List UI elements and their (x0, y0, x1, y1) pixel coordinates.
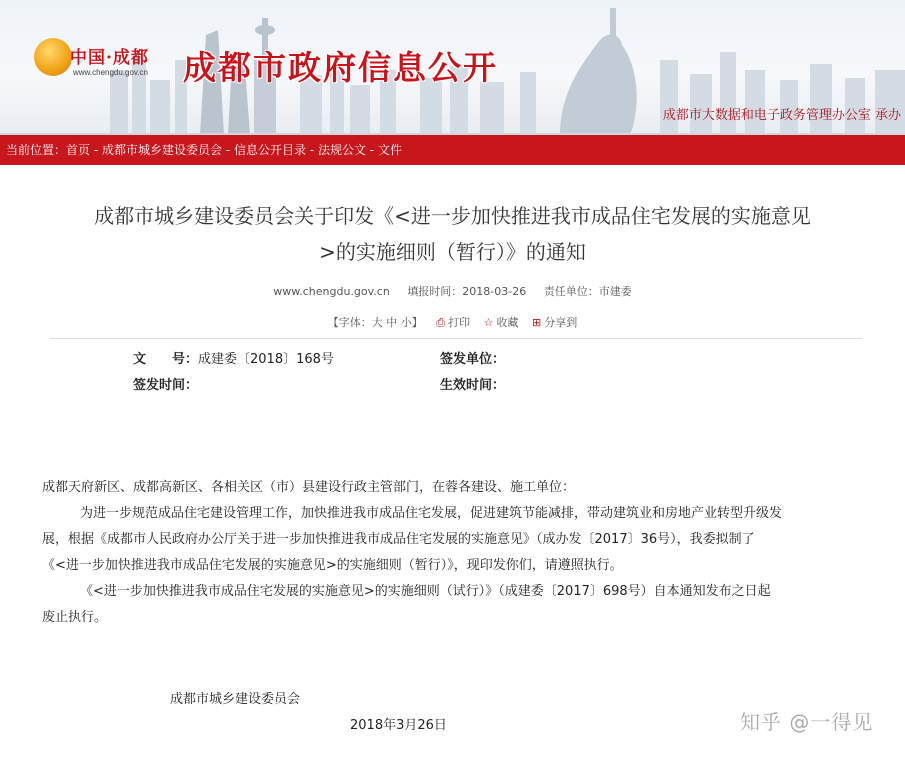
issue-time-label: 签发时间： (133, 378, 199, 393)
share-label: 分享到 (544, 316, 578, 329)
font-size-control[interactable]: 【字体：大 中 小】 (327, 316, 423, 329)
source-site: www.chengdu.gov.cn (273, 285, 390, 298)
breadcrumb (0, 135, 905, 165)
site-banner (0, 0, 905, 135)
favorite-label: 收藏 (496, 316, 519, 329)
zhihu-watermark: 知乎 @一得见 (740, 710, 874, 734)
print-label: 打印 (448, 316, 471, 329)
share-button[interactable] (532, 316, 577, 329)
paragraph-line: 为进一步规范成品住宅建设管理工作，加快推进我市成品住宅发展，促进建筑节能减排，带动建筑业和房地产业转型升级发 (80, 506, 783, 521)
fill-date: 填报时间：2018-03-26 (407, 285, 527, 298)
paragraph-line: 展，根据《成都市人民政府办公厅关于进一步加快推进我市成品住宅发展的实施意见》（成办发〔2017〕36号），我委拟制了 (42, 532, 755, 547)
article-meta (0, 283, 905, 299)
signer: 成都市城乡建设委员会 (170, 692, 301, 707)
breadcrumb-info-catalog[interactable]: 信息公开目录 (233, 143, 306, 157)
breadcrumb-construction-committee[interactable]: 成都市城乡建设委员会 (102, 143, 223, 157)
breadcrumb-separator: - (365, 143, 378, 157)
share-icon: ⊞ (531, 316, 542, 329)
article-title-line2: >的实施细则（暂行）》的通知 (319, 240, 586, 264)
print-button[interactable] (436, 316, 470, 329)
salutation: 成都天府新区、成都高新区、各相关区（市）县建设行政主管部门，在蓉各建设、施工单位： (42, 480, 576, 495)
breadcrumb-regulations[interactable]: 法规公文 (317, 143, 366, 157)
breadcrumb-separator: - (222, 143, 234, 157)
favorite-button[interactable] (484, 316, 519, 329)
breadcrumb-separator: - (306, 143, 318, 157)
doc-number-label: 文 号： (133, 352, 199, 367)
printer-icon: ⎙ (436, 316, 446, 329)
effective-time-label: 生效时间： (440, 378, 506, 393)
doc-number-value: 成建委〔2018〕168号 (198, 352, 334, 367)
issuer-label: 签发单位： (440, 352, 506, 367)
paragraph-line: 《<进一步加快推进我市成品住宅发展的实施意见>的实施细则（试行）》（成建委〔2017〕698号）自本通知发布之日起 (80, 584, 771, 599)
site-title: 成都市政府信息公开 (183, 48, 498, 87)
body-paragraph-2 (42, 579, 862, 631)
breadcrumb-home[interactable]: 首页 (66, 143, 91, 157)
article-title (30, 198, 875, 270)
breadcrumb-documents[interactable]: 文件 (377, 143, 402, 157)
responsible-unit: 责任单位：市建委 (543, 285, 632, 298)
organizer-text: 成都市大数据和电子政务管理办公室 承办 (662, 108, 901, 123)
star-icon: ☆ (483, 316, 494, 329)
body-paragraph-1 (42, 501, 862, 579)
article-toolbar (0, 314, 905, 330)
logo-url: www.chengdu.gov.cn (73, 68, 149, 77)
signature-date: 2018年3月26日 (350, 718, 447, 733)
logo-text: 中国·成都 (70, 48, 149, 68)
paragraph-line: 废止执行。 (42, 610, 108, 625)
breadcrumb-separator: - (90, 143, 102, 157)
paragraph-line: 《<进一步加快推进我市成品住宅发展的实施意见>的实施细则（暂行）》，现印发你们，请遵照执行。 (42, 558, 623, 573)
divider (50, 338, 862, 339)
article-title-line1: 成都市城乡建设委员会关于印发《<进一步加快推进我市成品住宅发展的实施意见 (94, 204, 811, 228)
chengdu-logo-icon (34, 38, 72, 76)
breadcrumb-prefix: 当前位置： (6, 143, 67, 157)
